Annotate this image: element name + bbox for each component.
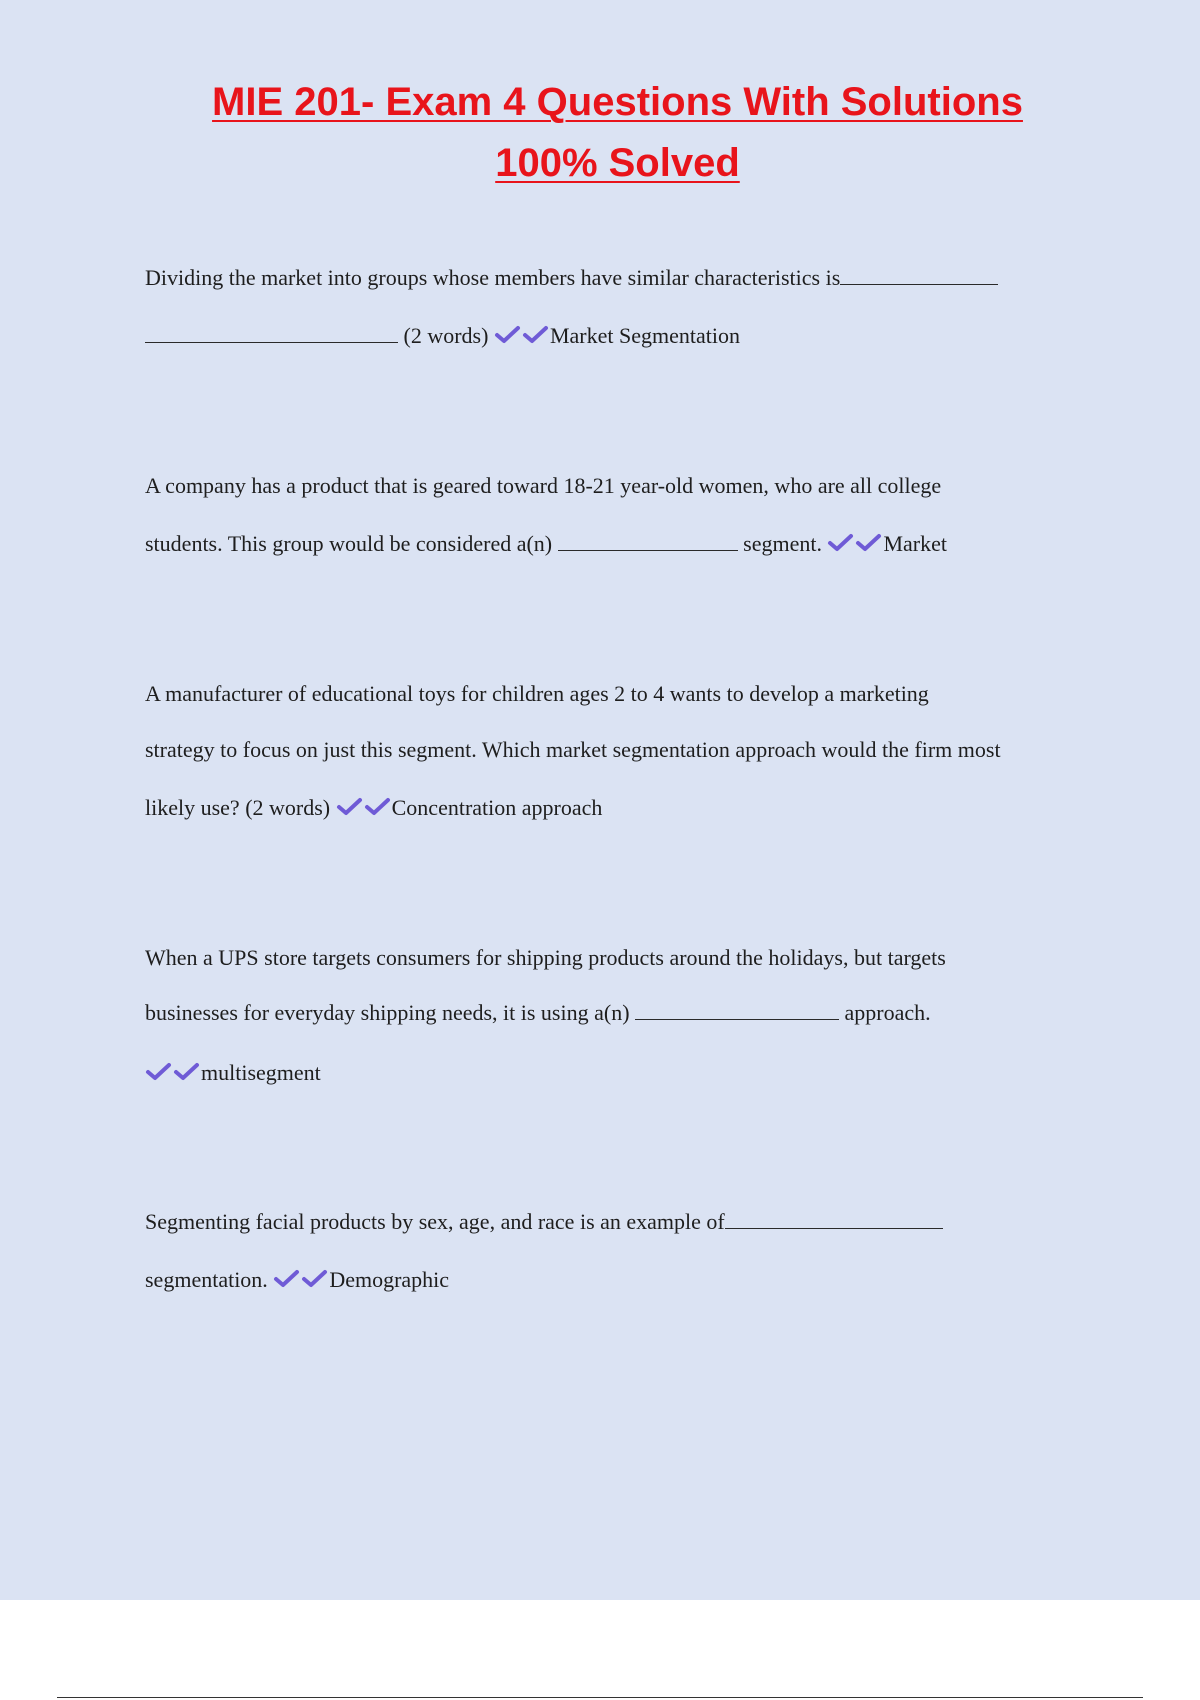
question-3-line-2 — [145, 735, 1001, 765]
question-3-text-2: strategy to focus on just this segment. Which market segmentation approach would the firm most — [145, 737, 1001, 762]
question-2-answer: Market — [883, 531, 947, 556]
question-4-line-3 — [145, 1058, 321, 1088]
question-1-line-1 — [145, 263, 998, 293]
check-icon — [827, 532, 855, 554]
question-5-text-2: segmentation. — [145, 1267, 268, 1292]
question-4-line-2 — [145, 998, 931, 1028]
answer-blank — [145, 322, 398, 343]
question-4-answer: multisegment — [201, 1060, 321, 1085]
question-2-line-1 — [145, 471, 941, 501]
question-3-text: A manufacturer of educational toys for children ages 2 to 4 wants to develop a marketing — [145, 681, 929, 706]
question-5-answer: Demographic — [329, 1267, 450, 1292]
check-icon — [173, 1061, 201, 1083]
answer-blank — [840, 264, 998, 285]
question-2-text-2: students. This group would be considered a(n) — [145, 531, 553, 556]
question-4-text: When a UPS store targets consumers for shipping products around the holidays, but targets — [145, 945, 946, 970]
title-line-2: 100% Solved — [495, 141, 740, 185]
footer-divider — [57, 1697, 1143, 1698]
check-icon — [145, 1061, 173, 1083]
question-1-answer: Market Segmentation — [549, 323, 740, 348]
question-1-text: Dividing the market into groups whose members have similar characteristics is — [145, 265, 841, 290]
question-3-line-3 — [145, 793, 602, 823]
answer-blank — [635, 999, 839, 1020]
question-3-answer: Concentration approach — [391, 795, 603, 820]
question-2-line-2 — [145, 529, 947, 559]
check-icon — [855, 532, 883, 554]
question-3-line-1 — [145, 679, 929, 709]
question-1-hint: (2 words) — [403, 323, 489, 348]
question-4-text-2: businesses for everyday shipping needs, it is using a(n) — [145, 1000, 630, 1025]
question-4-suffix: approach. — [844, 1000, 931, 1025]
question-2-suffix: segment. — [743, 531, 822, 556]
check-icon — [301, 1268, 329, 1290]
check-icon — [336, 796, 364, 818]
title-line-1: MIE 201- Exam 4 Questions With Solutions — [212, 80, 1023, 124]
document-title — [0, 72, 1200, 194]
question-3-text-3: likely use? (2 words) — [145, 795, 331, 820]
question-5-line-2 — [145, 1265, 449, 1295]
check-icon — [364, 796, 392, 818]
answer-blank — [558, 530, 738, 551]
question-5-text: Segmenting facial products by sex, age, and race is an example of — [145, 1209, 725, 1234]
check-icon — [494, 324, 522, 346]
question-5-line-1 — [145, 1207, 943, 1237]
check-icon — [522, 324, 550, 346]
answer-blank — [725, 1208, 943, 1229]
check-icon — [273, 1268, 301, 1290]
question-4-line-1 — [145, 943, 946, 973]
question-1-line-2 — [145, 321, 740, 351]
question-2-text: A company has a product that is geared toward 18-21 year-old women, who are all college — [145, 473, 942, 498]
